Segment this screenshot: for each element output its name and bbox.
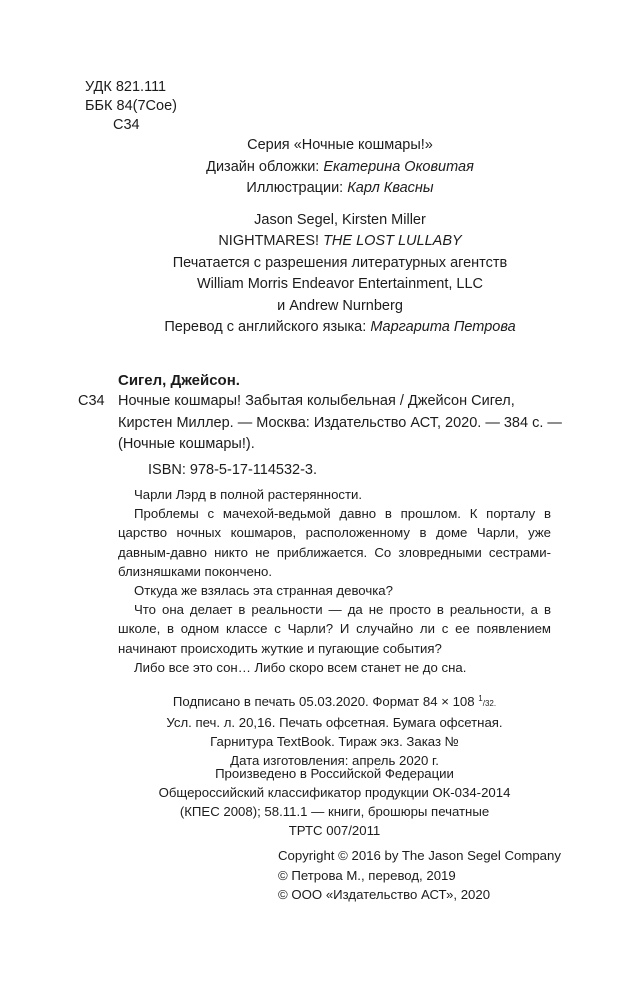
classification-block	[85, 78, 177, 135]
translation-line	[130, 317, 550, 339]
translator: Маргарита Петрова	[370, 319, 516, 335]
illustrations-line	[130, 178, 550, 200]
original-title-prefix: NIGHTMARES!	[218, 233, 324, 249]
cover-label: Дизайн обложки:	[206, 158, 324, 175]
imprint-block	[118, 689, 551, 770]
origin-block	[118, 764, 551, 840]
origin-line-2: Общероссийский классификатор продукции ОК-034-2014	[158, 785, 511, 800]
imprint-line-3: Гарнитура TextBook. Тираж экз. Заказ №	[210, 734, 459, 749]
annotation-paragraph: Что она делает в реальности — да не просто в реальности, а в школе, в одном классе с Чарли? И случайно ли с ее появлением начинают происходить жуткие и пугающие события?	[118, 602, 551, 656]
origin-line-1: Произведено в Российской Федерации	[215, 766, 454, 781]
cover-designer: Екатерина Оковитая	[323, 158, 474, 175]
origin-line-4: ТРТС 007/2011	[288, 823, 381, 838]
catalog-description	[118, 391, 562, 456]
annotation-paragraph: Либо все это сон… Либо скоро всем станет не до сна.	[134, 659, 467, 675]
translation-label: Перевод с английского языка:	[164, 319, 371, 335]
catalog-code: С34	[78, 393, 105, 409]
origin-line-3: (КПЕС 2008); 58.11.1 — книги, брошюры печатные	[179, 804, 490, 819]
imprint-line-1	[118, 689, 551, 713]
copyright-line: © Петрова М., перевод, 2019	[278, 867, 456, 883]
illustrator: Карл Квасны	[347, 180, 434, 196]
copyright-line: © ООО «Издательство АСТ», 2020	[278, 887, 491, 902]
udk-code: УДК 821.111	[85, 79, 167, 95]
format-denominator: /32.	[482, 699, 497, 708]
annotation-paragraph: Откуда же взялась эта странная девочка?	[134, 583, 393, 599]
imprint-signed: Подписано в печать 05.03.2020. Формат 84 × 108	[172, 694, 475, 709]
agency-line-2: William Morris Endeavor Entertainment, LLC	[196, 276, 484, 292]
bbk-code: ББК 84(7Сое)	[85, 98, 177, 114]
original-title	[130, 231, 550, 253]
annotation	[118, 481, 551, 677]
catalog-line: Ночные кошмары! Забытая колыбельная / Джейсон Сигел,	[118, 393, 515, 409]
copyright-block	[278, 846, 561, 905]
author-sign: С34	[113, 117, 140, 133]
illus-label: Иллюстрации:	[246, 180, 348, 196]
imprint-line-4: Дата изготовления: апрель 2020 г.	[230, 753, 439, 768]
original-authors: Jason Segel, Kirsten Miller	[254, 211, 426, 228]
imprint-line-2: Усл. печ. л. 20,16. Печать офсетная. Бумага офсетная.	[166, 715, 503, 730]
cover-design-line	[130, 157, 550, 179]
agency-line-3: и Andrew Nurnberg	[277, 297, 403, 314]
credits-block	[130, 135, 550, 339]
annotation-paragraph: Чарли Лэрд в полной растерянности.	[134, 487, 363, 502]
series-line: Серия «Ночные кошмары!»	[247, 137, 433, 153]
copyright-line: Copyright © 2016 by The Jason Segel Company	[278, 848, 561, 863]
agency-line-1: Печатается с разрешения литературных агентств	[172, 254, 508, 271]
annotation-paragraph: Проблемы с мачехой-ведьмой давно в прошлом. К порталу в царство ночных кошмаров, расположенному в доме Чарли, уже давным-давно никто не приближается. Со зловредными сестрами-близняшками покончено.	[118, 506, 551, 579]
format-numerator: 1	[478, 694, 483, 703]
catalog-line: (Ночные кошмары!).	[118, 436, 255, 452]
catalog-line: Кирстен Миллер. — Москва: Издательство АСТ, 2020. — 384 с. —	[118, 414, 562, 431]
original-title-italic: THE LOST LULLABY	[323, 233, 462, 249]
isbn: ISBN: 978-5-17-114532-3.	[148, 462, 318, 478]
catalog-author: Сигел, Джейсон.	[118, 372, 240, 389]
